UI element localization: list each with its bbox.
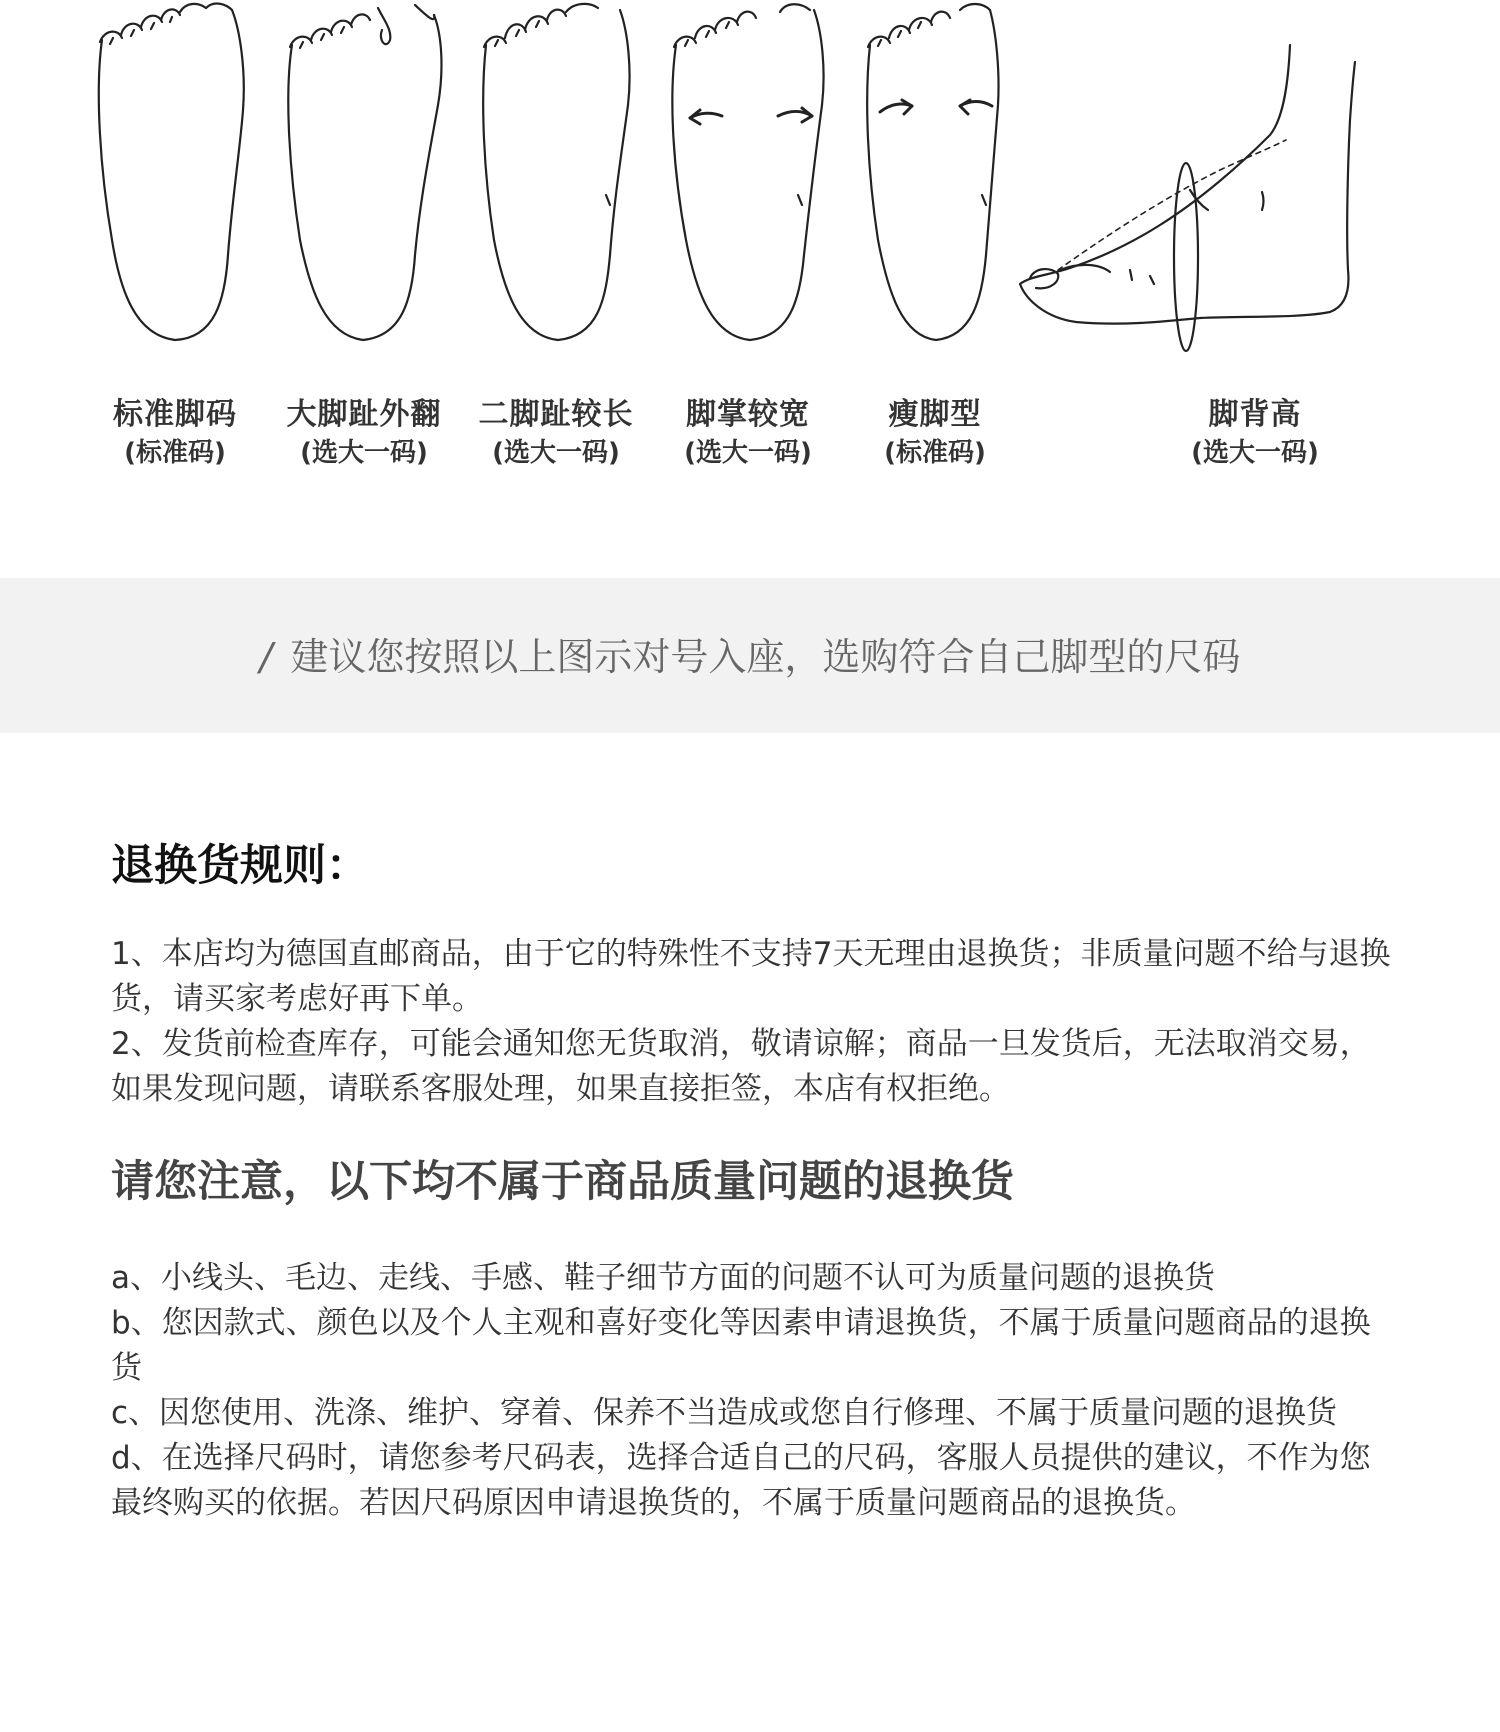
- foot-standard-icon: [99, 4, 244, 340]
- notice-item: a、小线头、毛边、走线、手感、鞋子细节方面的问题不认可为质量问题的退换货: [111, 1260, 1215, 1296]
- foot-caption-long-second-toe: [456, 395, 656, 471]
- return-rule-item: 2、发货前检查库存，可能会通知您无货取消，敬请谅解；商品一旦发货后，无法取消交易，如果发现问题，请联系客服处理，如果直接拒签，本店有权拒绝。: [111, 1026, 1371, 1107]
- foot-type-guide: [0, 0, 1500, 500]
- foot-illustrations: [0, 0, 1500, 380]
- foot-caption-note: (选大一码): [684, 438, 812, 468]
- foot-caption-high-instep: [1155, 395, 1355, 471]
- size-tip-banner: [0, 578, 1500, 733]
- foot-caption-title: 标准脚码: [113, 397, 237, 432]
- foot-caption-standard: [75, 395, 275, 471]
- return-rules-title: 退换货规则：: [111, 841, 369, 891]
- foot-caption-title: 脚背高: [1208, 397, 1302, 432]
- foot-caption-note: (选大一码): [300, 438, 428, 468]
- foot-caption-slim: [835, 395, 1035, 471]
- tip-slash-mark: /: [259, 635, 273, 679]
- foot-long-second-toe-icon: [483, 4, 629, 340]
- foot-caption-title: 大脚趾外翻: [286, 397, 442, 432]
- foot-caption-title: 二脚趾较长: [478, 397, 634, 432]
- foot-bunion-icon: [288, 5, 441, 340]
- foot-wide-icon: [672, 4, 823, 340]
- foot-caption-note: (选大一码): [1191, 438, 1319, 468]
- tip-message: 建议您按照以上图示对号入座，选购符合自己脚型的尺码: [290, 635, 1241, 679]
- notice-item: b、您因款式、颜色以及个人主观和喜好变化等因素申请退换货，不属于质量问题商品的退换货: [111, 1305, 1371, 1386]
- foot-caption-note: (标准码): [124, 438, 226, 468]
- notice-item: d、在选择尺码时，请您参考尺码表，选择合适自己的尺码，客服人员提供的建议，不作为您最终购买的依据。若因尺码原因申请退换货的，不属于质量问题商品的退换货。: [111, 1440, 1371, 1521]
- foot-caption-note: (选大一码): [492, 438, 620, 468]
- foot-high-instep-icon: [1020, 45, 1355, 351]
- foot-caption-note: (标准码): [884, 438, 986, 468]
- size-tip-text: [0, 634, 1500, 680]
- foot-caption-title: 脚掌较宽: [686, 397, 810, 432]
- foot-slim-icon: [867, 4, 998, 340]
- return-rule-item: 1、本店均为德国直邮商品，由于它的特殊性不支持7天无理由退换货；非质量问题不给与退换货，请买家考虑好再下单。: [111, 936, 1391, 1017]
- notice-title: 请您注意，以下均不属于商品质量问题的退换货: [111, 1157, 1014, 1207]
- notice-item: c、因您使用、洗涤、维护、穿着、保养不当造成或您自行修理、不属于质量问题的退换货: [111, 1395, 1338, 1431]
- return-policy: [111, 838, 1401, 1526]
- foot-caption-bunion: [264, 395, 464, 471]
- foot-caption-wide: [648, 395, 848, 471]
- foot-caption-title: 瘦脚型: [888, 397, 982, 432]
